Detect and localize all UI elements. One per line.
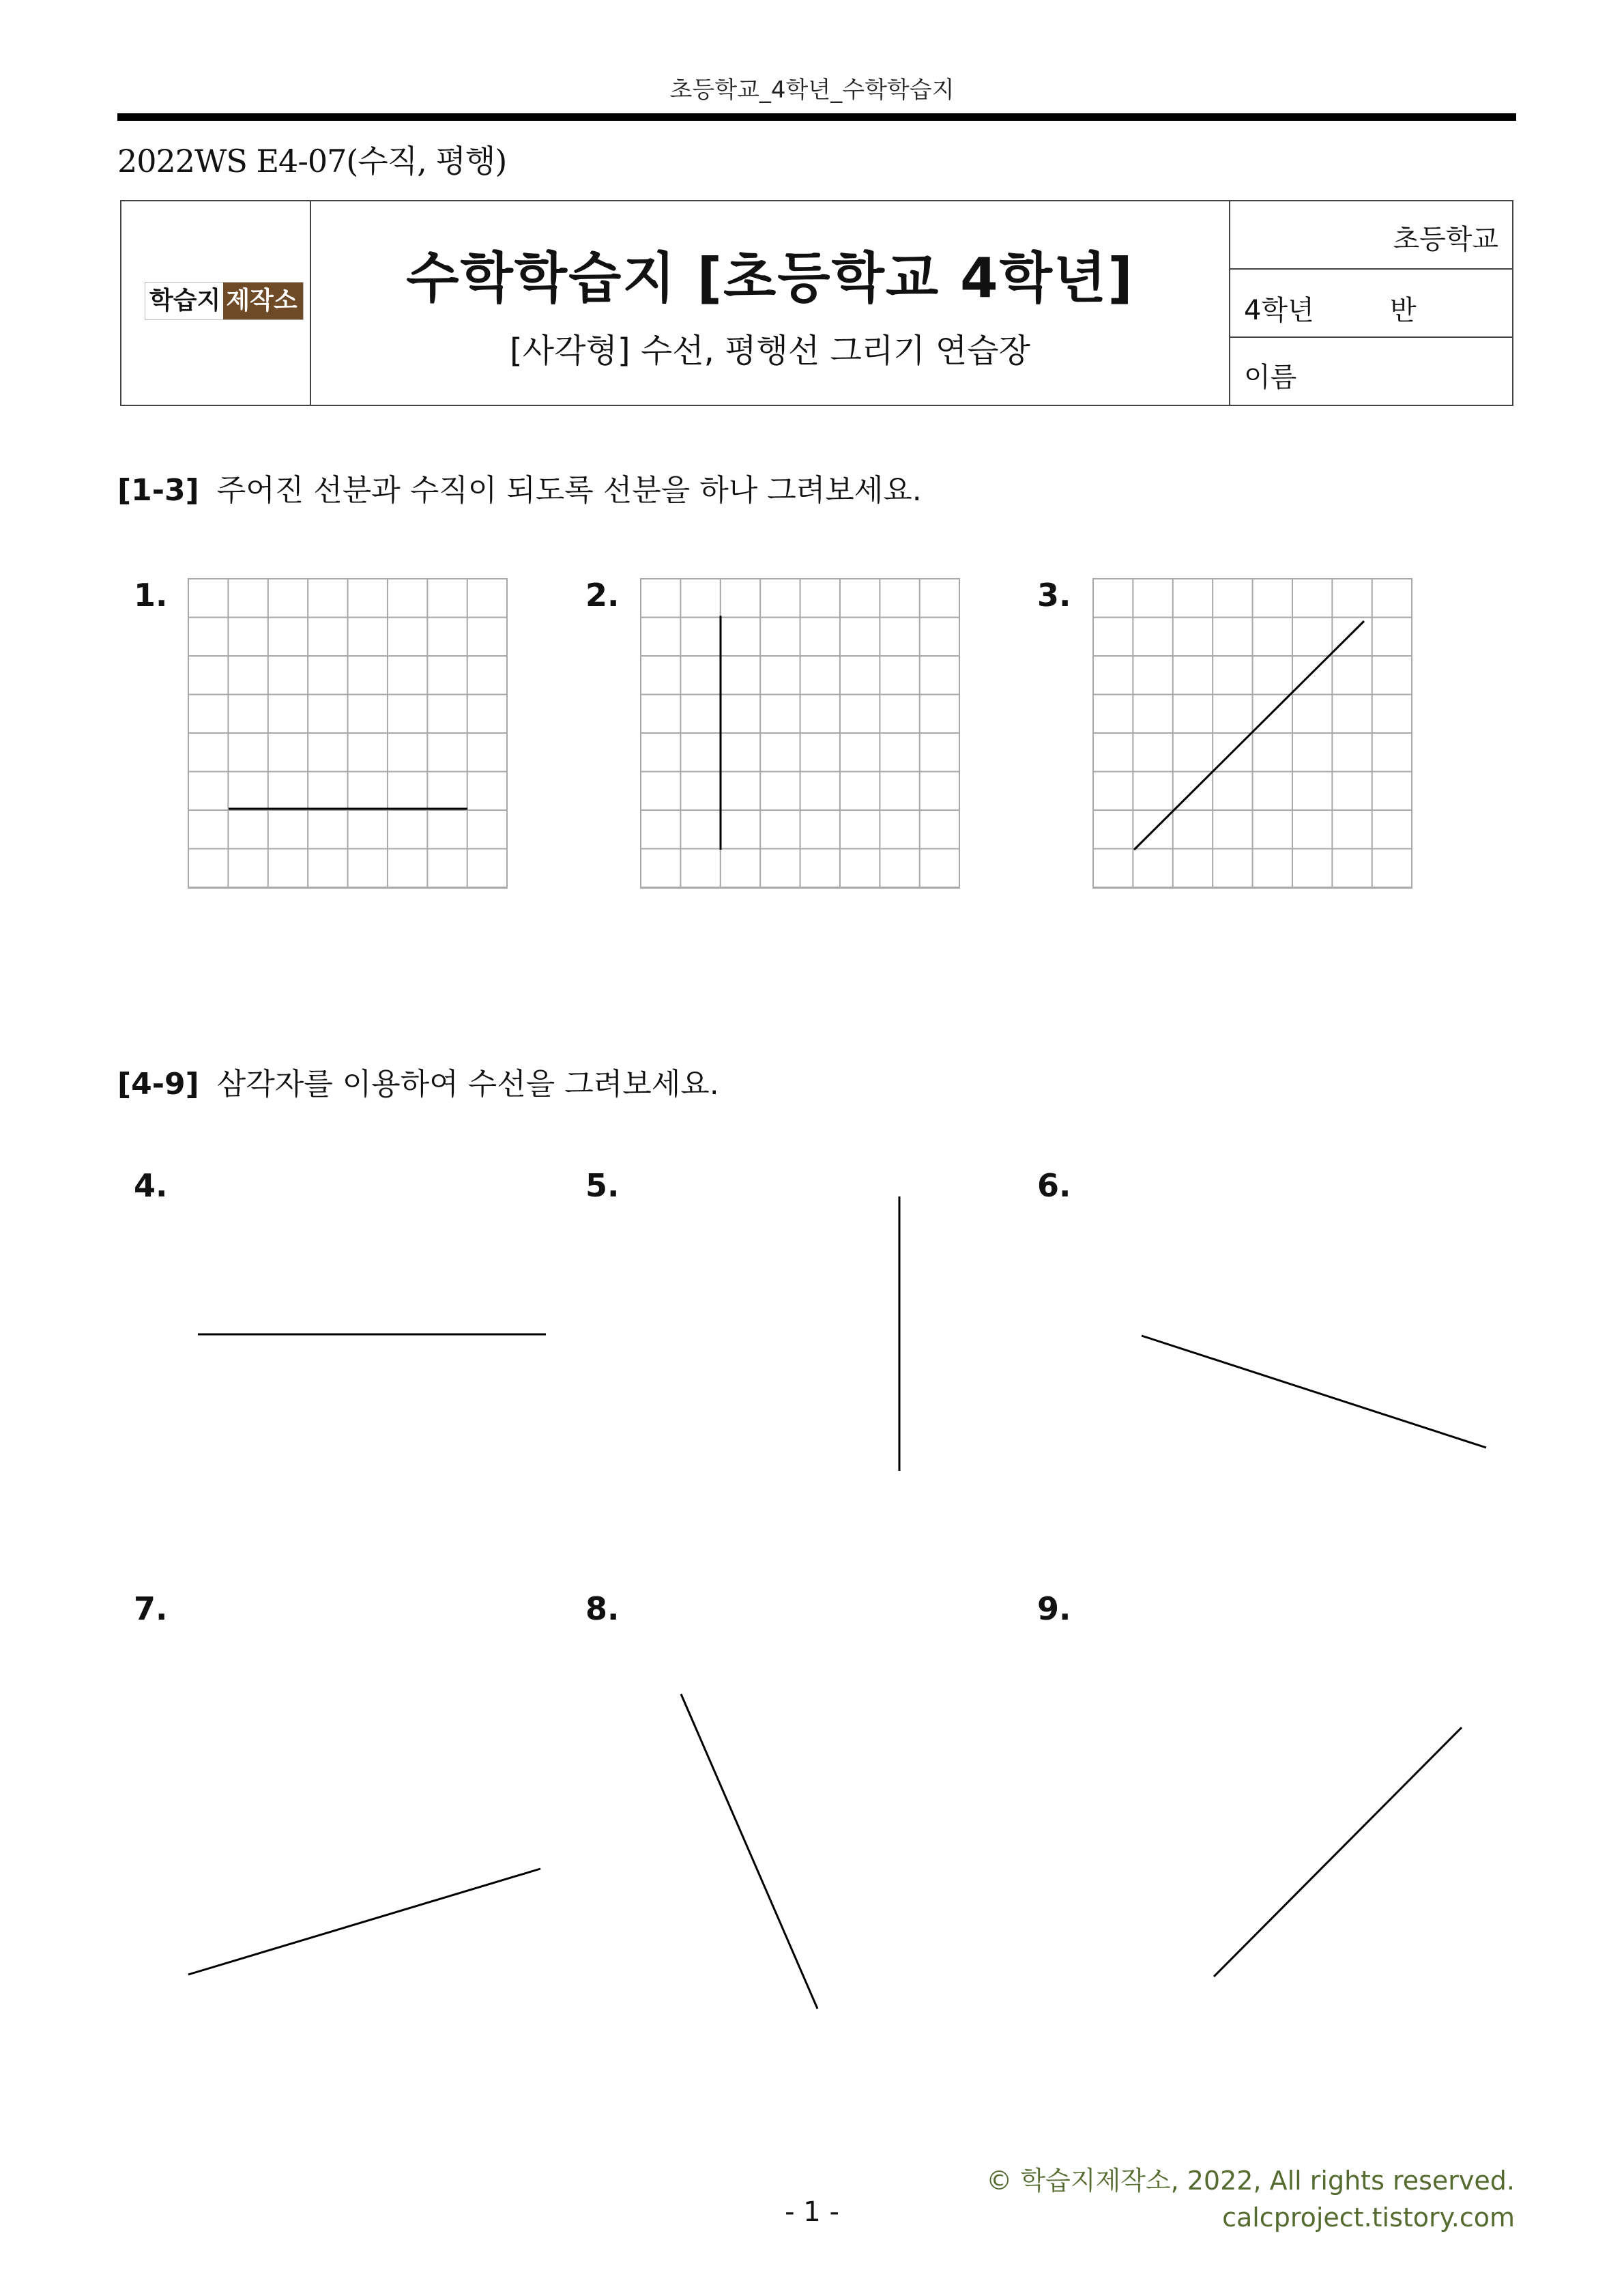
section-1-instruction: 주어진 선분과 수직이 되도록 선분을 하나 그려보세요.: [216, 473, 922, 508]
name-label: 이름: [1244, 362, 1297, 393]
section-2-instruction: 삼각자를 이용하여 수선을 그려보세요.: [216, 1067, 719, 1102]
worksheet-subtitle: [사각형] 수선, 평행선 그리기 연습장: [510, 332, 1030, 370]
question-8-number: 8.: [585, 1590, 620, 1627]
section-2-label: [4-9]: [117, 1067, 199, 1102]
grade-label: 4학년: [1244, 295, 1314, 326]
question-9-segment: [1214, 1727, 1462, 1977]
question-3-number: 3.: [1037, 577, 1071, 614]
question-4-number: 4.: [134, 1167, 168, 1204]
question-8-segment: [681, 1694, 817, 2009]
site-url: calcproject.tistory.com: [1222, 2202, 1515, 2233]
document-code: 2022WS E4-07(수직, 평행): [117, 143, 507, 180]
school-label: 초등학교: [1393, 224, 1498, 255]
question-9-number: 9.: [1037, 1590, 1071, 1627]
logo-text-1: 학습지: [145, 283, 223, 319]
question-7-number: 7.: [134, 1590, 168, 1627]
page-number: - 1 -: [785, 2196, 839, 2228]
question-7-segment: [188, 1869, 540, 1975]
question-2-number: 2.: [585, 577, 620, 614]
question-5-number: 5.: [585, 1167, 620, 1204]
question-6-number: 6.: [1037, 1167, 1071, 1204]
logo-text-2: 제작소: [223, 283, 302, 319]
question-6-segment: [1142, 1336, 1486, 1448]
section-1-label: [1-3]: [117, 473, 199, 508]
question-1-number: 1.: [134, 577, 168, 614]
running-head: 초등학교_4학년_수학학습지: [669, 76, 955, 104]
copyright-text: © 학습지제작소, 2022, All rights reserved.: [986, 2166, 1515, 2196]
worksheet-title: 수학학습지 [초등학교 4학년]: [406, 246, 1134, 310]
class-label: 반: [1390, 295, 1417, 326]
